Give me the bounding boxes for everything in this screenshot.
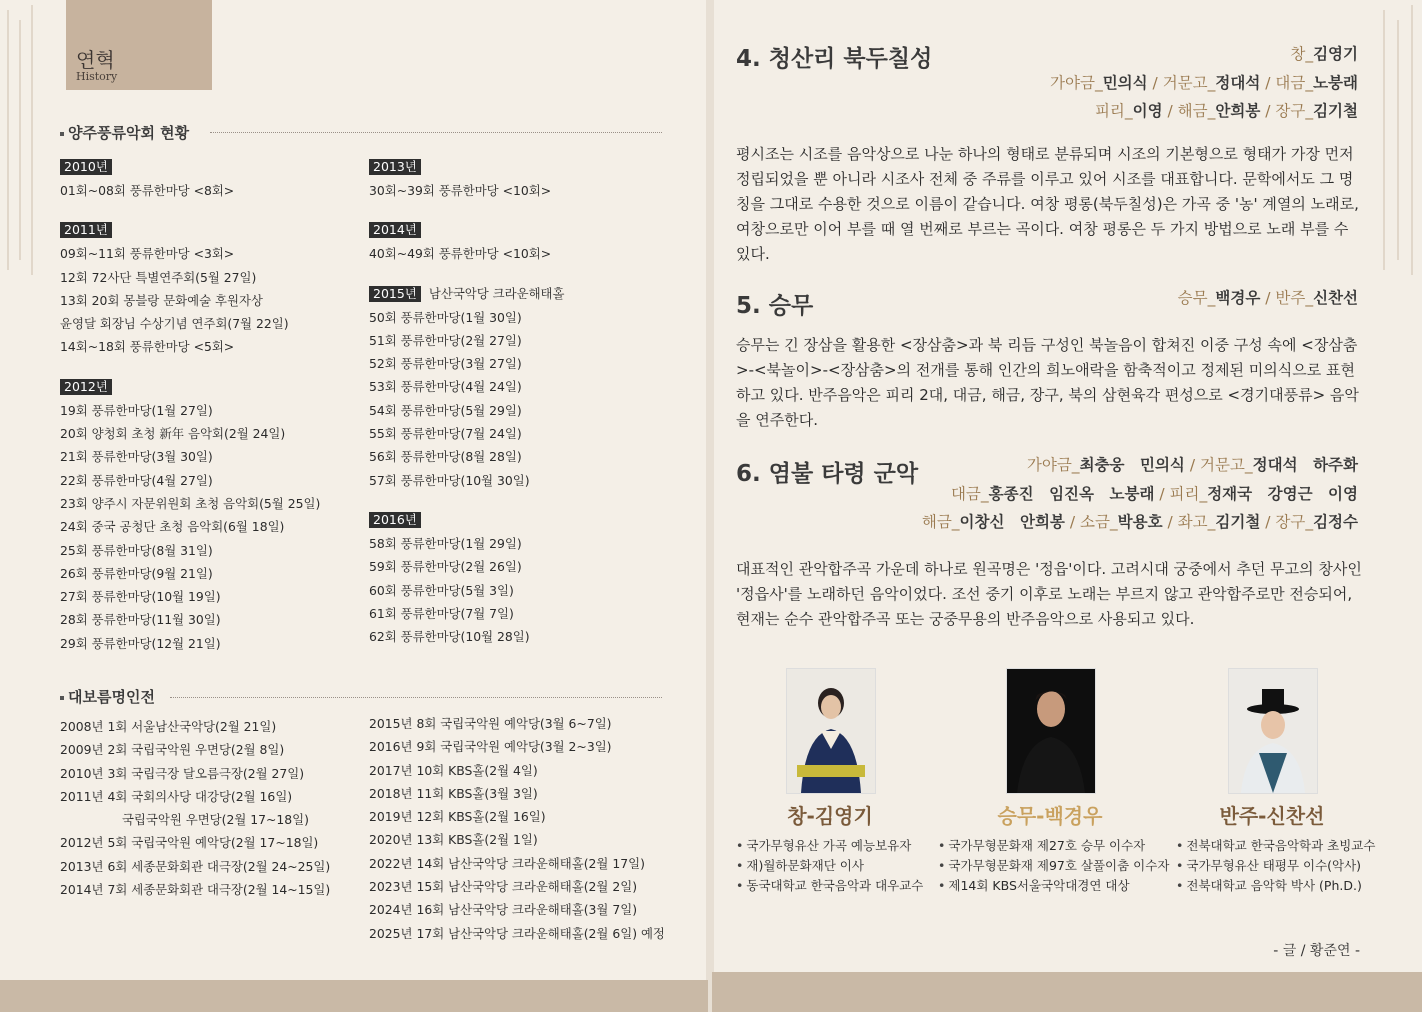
profile-photo-baek: [1006, 668, 1096, 794]
profile-name: 반주-신찬선: [1219, 804, 1325, 828]
award-item: 2010년 3회 국립극장 달오름극장(2월 27일): [60, 765, 305, 781]
year-badge: 2015년: [369, 286, 421, 302]
bio-item: • 동국대학교 한국음악과 대우교수: [736, 876, 923, 896]
history-item: 50회 풍류한마당(1월 30일): [369, 309, 522, 325]
cast-role: / 장구_: [1260, 513, 1314, 531]
cast-role: 창_: [1290, 45, 1314, 63]
history-item: 12회 72사단 특별연주회(5월 27일): [60, 269, 257, 285]
cast-name: 김기철: [1313, 102, 1358, 120]
performance-4: [736, 40, 1358, 135]
award-item: 2013년 6회 세종문화회관 대극장(2월 24~25일): [60, 858, 331, 874]
year-row: [60, 375, 360, 399]
performance-description: 승무는 긴 장삼을 활용한 <장삼춤>과 북 리듬 구성인 북놀음이 합쳐진 이중 구성 속에 <장삼춤>-<북놀이>-<장삼춤>의 전개를 통해 인간의 희노애락을 함축적이고 정제된 미의식으로 표현하고 있다. 반주음악은 피리 2대, 대금, 해금, 장구, 북의 삼현육각 편성으로 <경기대풍류> 음악을 연주한다.: [736, 336, 1359, 429]
cast-name: 정대석: [1215, 73, 1261, 92]
cast-role: 승무_: [1177, 289, 1216, 307]
cast-role: 해금_: [921, 513, 960, 531]
history-item: 24회 중국 공청단 초청 음악회(6월 18일): [60, 519, 285, 535]
performance-title: 5. 승무: [736, 293, 814, 319]
history-item: 23회 양주시 자문위원회 초청 음악회(5월 25일): [60, 495, 321, 511]
cast-line: [1050, 69, 1358, 98]
bio-item: • 제14회 KBS서울국악대경연 대상: [938, 876, 1169, 896]
byline: - 글 / 황준연 -: [1273, 943, 1360, 959]
cast-name: 박용호: [1117, 513, 1163, 531]
cast-name: 안희봉: [1215, 102, 1261, 120]
divider: [210, 132, 662, 133]
calligraphy-decoration: [1374, 0, 1422, 290]
cast-name: 김기철: [1215, 513, 1261, 531]
cast-role: / 피리_: [1154, 484, 1208, 503]
tab-subtitle: History: [76, 70, 118, 83]
award-item: 2016년 9회 국립국악원 예악당(3월 2~3일): [369, 739, 612, 755]
year-row: [60, 218, 360, 242]
tab-title: 연혁: [76, 48, 115, 72]
history-item: 01회~08회 풍류한마당 <8회>: [60, 183, 235, 198]
award-list-left: [60, 715, 360, 901]
profile-bio: [1176, 836, 1375, 896]
award-item: 2012년 5회 국립국악원 예악당(2월 17~18일): [60, 835, 319, 851]
history-item: 51회 풍류한마당(2월 27일): [369, 332, 522, 348]
performance-6: [736, 451, 1358, 541]
award-item: 2009년 2회 국립국악원 우면당(2월 8일): [60, 742, 285, 758]
cast-role: / 좌고_: [1162, 513, 1216, 531]
award-item: 2022년 14회 남산국악당 크라운해태홀(2월 17일): [369, 855, 645, 871]
award-item: 국립국악원 우면당(2월 17~18일): [60, 812, 309, 828]
profile-bio: [736, 836, 923, 896]
history-item: 30회~39회 풍류한마당 <10회>: [369, 183, 552, 198]
award-item: 2020년 13회 KBS홀(2월 1일): [369, 832, 538, 848]
history-item: 61회 풍류한마당(7월 7일): [369, 605, 514, 621]
cast-line: [922, 508, 1358, 537]
cast-role: 대금_: [950, 484, 989, 503]
cast-line: [1178, 284, 1358, 313]
cast-name: 백경우: [1215, 289, 1261, 307]
history-item: 14회~18회 풍류한마당 <5회>: [60, 339, 235, 355]
history-item: 19회 풍류한마당(1월 27일): [60, 402, 213, 418]
cast-name: 이창신 안희봉: [959, 513, 1065, 531]
spacer: [369, 202, 689, 218]
year-badge: 2016년: [369, 512, 421, 528]
performance-cast: [1178, 284, 1358, 313]
bottom-band: [0, 980, 708, 1012]
cast-role: / 해금_: [1162, 102, 1216, 120]
history-item: 52회 풍류한마당(3월 27일): [369, 356, 522, 372]
history-item: 윤영달 회장님 수상기념 연주회(7월 22일): [60, 316, 289, 332]
history-item: 57회 풍류한마당(10월 30일): [369, 472, 530, 488]
page-gutter: [706, 0, 714, 1012]
cast-role: / 거문고_: [1147, 73, 1216, 92]
calligraphy-decoration: [0, 0, 46, 290]
cast-line: [1050, 40, 1358, 69]
history-item: 28회 풍류한마당(11월 30일): [60, 612, 221, 628]
performance-cast: [1050, 40, 1358, 126]
award-item: 2025년 17회 남산국악당 크라운해태홀(2월 6일) 예정: [369, 925, 665, 941]
bio-item: • 국가무형문화재 제97호 살풀이춤 이수자: [938, 856, 1169, 876]
history-section-title: 양주풍류악회 현황: [60, 122, 189, 143]
cast-name: 이영: [1132, 102, 1163, 120]
cast-name: 노붕래: [1313, 73, 1358, 92]
award-item: 2024년 16회 남산국악당 크라운해태홀(3월 7일): [369, 902, 638, 918]
cast-role: / 장구_: [1260, 102, 1314, 120]
cast-line: [1050, 97, 1358, 126]
year-badge: 2011년: [60, 222, 112, 238]
cast-name: 정대석 하주화: [1252, 456, 1358, 474]
cast-role: / 반주_: [1260, 289, 1314, 307]
history-item: 60회 풍류한마당(5월 3일): [369, 582, 514, 598]
award-item: 2017년 10회 KBS홀(2월 4일): [369, 762, 538, 778]
history-item: 20회 양청회 초청 新年 음악회(2월 24일): [60, 426, 286, 442]
profile-bio: [938, 836, 1169, 896]
award-item: 2008년 1회 서울남산국악당(2월 21일): [60, 719, 277, 734]
history-list-right: [369, 155, 689, 648]
cast-name: 정재국 강영근 이영: [1207, 484, 1358, 503]
history-item: 62회 풍류한마당(10월 28일): [369, 629, 530, 645]
award-item: 2014년 7회 세종문화회관 대극장(2월 14~15일): [60, 882, 331, 898]
history-item: 27회 풍류한마당(10월 19일): [60, 589, 221, 605]
year-row: [369, 282, 689, 306]
bio-item: • 국가무형유산 태평무 이수(악사): [1176, 856, 1375, 876]
cast-role: / 거문고_: [1184, 456, 1253, 474]
year-badge: 2014년: [369, 222, 421, 238]
profile-photo-shin: [1228, 668, 1318, 794]
year-row: [60, 155, 360, 179]
bio-item: • 국가무형유산 가곡 예능보유자: [736, 836, 923, 856]
divider: [170, 697, 662, 698]
cast-name: 최충웅 민의식: [1079, 456, 1185, 474]
history-item: 54회 풍류한마당(5월 29일): [369, 402, 522, 418]
section-tab: [66, 0, 212, 90]
venue-label: 남산국악당 크라운해태홀: [428, 285, 565, 301]
performance-title: 4. 청산리 북두칠성: [736, 46, 933, 72]
award-item: 2019년 12회 KBS홀(2월 16일): [369, 809, 546, 825]
history-item: 53회 풍류한마당(4월 24일): [369, 379, 522, 395]
history-item: 55회 풍류한마당(7월 24일): [369, 426, 522, 442]
bio-item: • 국가무형문화재 제27호 승무 이수자: [938, 836, 1169, 856]
history-item: 59회 풍류한마당(2월 26일): [369, 559, 522, 575]
performance-description: 대표적인 관악합주곡 가운데 하나로 원곡명은 '정읍'이다. 고려시대 궁중에서 추던 무고의 창사인 '정읍사'를 노래하던 음악이었다. 조선 중기 이후로 노래는 부르지 않고 관악합주로만 전승되어, 현재는 순수 관악합주곡 또는 궁중무용의 반주음악으로 사용되고 있다.: [736, 560, 1362, 628]
award-item: 2015년 8회 국립국악원 예악당(3월 6~7일): [369, 716, 612, 731]
history-item: 25회 풍류한마당(8월 31일): [60, 542, 213, 558]
cast-role: 가야금_: [1026, 456, 1080, 474]
profile-photo-kim: [786, 668, 876, 794]
award-item: 2023년 15회 남산국악당 크라운해태홀(2월 2일): [369, 879, 638, 895]
bio-item: • 재)월하문화재단 이사: [736, 856, 923, 876]
history-item: 40회~49회 풍류한마당 <10회>: [369, 246, 552, 262]
bottom-band: [712, 972, 1422, 1012]
history-item: 09회~11회 풍류한마당 <3회>: [60, 246, 235, 262]
performance-5: [736, 284, 1358, 324]
year-row: [369, 155, 689, 179]
spacer: [60, 359, 360, 375]
history-item: 58회 풍류한마당(1월 29일): [369, 535, 522, 551]
history-list-left: [60, 155, 360, 655]
award-section-title: 대보름명인전: [60, 686, 155, 707]
cast-role: 가야금_: [1050, 73, 1103, 92]
history-item: 29회 풍류한마당(12월 21일): [60, 635, 221, 651]
award-list-right: [369, 712, 689, 945]
year-badge: 2010년: [60, 159, 112, 175]
spacer: [60, 202, 360, 218]
spacer: [369, 266, 689, 282]
cast-name: 신찬선: [1313, 289, 1358, 307]
bio-item: • 전북대학교 음악학 박사 (Ph.D.): [1176, 876, 1375, 896]
year-row: [369, 218, 689, 242]
cast-name: 김영기: [1313, 45, 1358, 63]
cast-name: 민의식: [1102, 73, 1148, 92]
history-item: 26회 풍류한마당(9월 21일): [60, 565, 213, 581]
profile-name: 창-김영기: [787, 804, 873, 828]
year-badge: 2012년: [60, 379, 112, 395]
cast-line: [922, 451, 1358, 480]
performance-cast: [922, 451, 1358, 537]
history-item: 21회 풍류한마당(3월 30일): [60, 449, 213, 465]
performance-title: 6. 염불 타령 군악: [736, 461, 919, 487]
history-item: 22회 풍류한마당(4월 27일): [60, 472, 213, 488]
performance-description: 평시조는 시조를 음악상으로 나눈 하나의 형태로 분류되며 시조의 기본형으로 형태가 가장 먼저 정립되었을 뿐 아니라 시조사 전체 중 주류를 이루고 있어 시조를 대표합니다. 문학에서도 그 명칭을 그대로 수용한 것으로 이름이 같습니다. 여창 평롱(북두칠성)은 가곡 중 '농' 계열의 노래로, 여창으로만 이어 부를 때 열 번째로 부르는 곡이다. 여창 평롱은 두 가지 방법으로 노래 부를 수 있다.: [736, 145, 1359, 263]
cast-role: / 소금_: [1064, 513, 1118, 531]
history-item: 56회 풍류한마당(8월 28일): [369, 449, 522, 465]
spacer: [369, 492, 689, 508]
bio-item: • 전북대학교 한국음악학과 초빙교수: [1176, 836, 1375, 856]
cast-role: 피리_: [1094, 102, 1133, 120]
cast-role: / 대금_: [1260, 73, 1314, 92]
year-badge: 2013년: [369, 159, 421, 175]
history-item: 13회 20회 몽블랑 문화예술 후원자상: [60, 292, 263, 308]
award-item: 2018년 11회 KBS홀(3월 3일): [369, 785, 538, 801]
cast-name: 홍종진 임진옥 노붕래: [988, 484, 1155, 503]
cast-name: 김정수: [1313, 513, 1358, 531]
award-item: 2011년 4회 국회의사당 대강당(2월 16일): [60, 788, 293, 804]
cast-line: [922, 480, 1358, 509]
profile-name: 승무-백경우: [997, 804, 1103, 828]
year-row: [369, 508, 689, 532]
